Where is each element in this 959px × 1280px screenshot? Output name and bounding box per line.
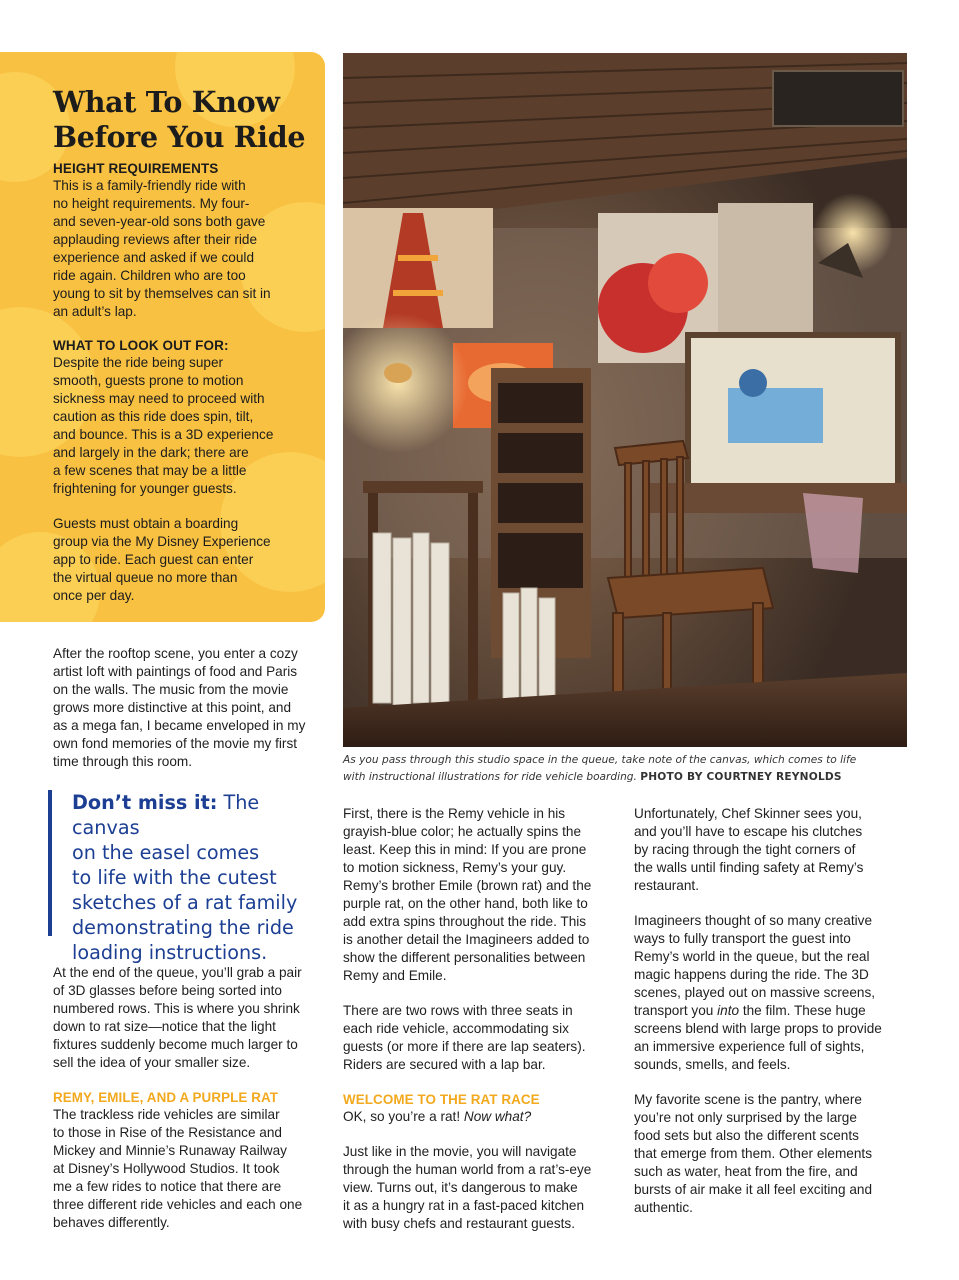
text-line: food sets but also the different scents [634, 1128, 859, 1143]
text-line: app to ride. Each guest can enter [53, 552, 254, 567]
text-line: Despite the ride being super [53, 355, 224, 370]
into-pre: transport you [634, 1003, 718, 1018]
text-line: me a few rides to notice that there are [53, 1179, 282, 1194]
into-italic: into [717, 1003, 740, 1018]
text-line: Remy and Emile. [343, 968, 447, 983]
text-line: on the walls. The music from the movie [53, 682, 289, 697]
queue-paragraph [53, 964, 333, 1072]
photo-caption [343, 752, 913, 786]
text-line: is another detail the Imagineers added to [343, 932, 590, 947]
text-line: fixtures suddenly become much larger to [53, 1037, 298, 1052]
sidebar-box [0, 52, 325, 622]
sidebar-text-height [53, 177, 315, 321]
text-line: experience and asked if we could [53, 250, 255, 265]
text-line: purple rat, on the other hand, both like to [343, 896, 588, 911]
text-line: This is a family-friendly ride with [53, 178, 246, 193]
text-line: at Disney’s Hollywood Studios. It took [53, 1161, 280, 1176]
text-line: as a mega fan, I became enveloped in my [53, 718, 306, 733]
text-line: behaves differently. [53, 1215, 170, 1230]
sidebar-text-boarding [53, 515, 315, 605]
text-line: The trackless ride vehicles are similar [53, 1107, 280, 1122]
text-line: you’re not only surprised by the large [634, 1110, 857, 1125]
sidebar-heading-height: HEIGHT REQUIREMENTS [53, 161, 219, 176]
text-line: artist loft with paintings of food and Paris [53, 664, 298, 679]
text-line: three different ride vehicles and each one [53, 1197, 303, 1212]
sidebar-text-lookout [53, 354, 315, 498]
sidebar-title [53, 85, 315, 155]
text-line: grayish-blue color; he actually spins the [343, 824, 582, 839]
dont-miss-callout [48, 790, 330, 964]
callout-line: loading instructions. [72, 941, 268, 964]
text-line: There are two rows with three seats in [343, 1003, 573, 1018]
text-line: smooth, guests prone to motion [53, 373, 244, 388]
text-line: that emerge from them. Other elements [634, 1146, 872, 1161]
studio-photo [343, 53, 907, 747]
caption-line: As you pass through this studio space in the queue, take note of the canvas, which comes to life [343, 754, 857, 766]
text-line: caution as this ride does spin, tilt, [53, 409, 254, 424]
text-line: frightening for younger guests. [53, 481, 237, 496]
text-line: bursts of air make it all feel exciting and [634, 1182, 873, 1197]
text-line: by racing through the tight corners of [634, 842, 856, 857]
race-intro-italic: Now what? [463, 1109, 532, 1124]
text-line: view. Turns out, it’s dangerous to make [343, 1180, 578, 1195]
sidebar-content [53, 85, 315, 605]
text-line: and largely in the dark; there are [53, 445, 249, 460]
text-line: down to rat size—notice that the light [53, 1019, 276, 1034]
callout-line: on the easel comes [72, 841, 260, 864]
text-line: After the rooftop scene, you enter a cozy [53, 646, 298, 661]
vehicle-paragraph [343, 805, 625, 985]
text-line: magic happens during the ride. The 3D [634, 967, 869, 982]
text-line: no height requirements. My four- [53, 196, 250, 211]
text-line: Guests must obtain a boarding [53, 516, 239, 531]
text-line: the virtual queue no more than [53, 570, 238, 585]
sidebar-title-line: What To Know [53, 85, 280, 119]
text-line: sounds, smells, and feels. [634, 1057, 791, 1072]
text-line: Just like in the movie, you will navigate [343, 1144, 577, 1159]
imagineers-into-line [634, 1002, 924, 1020]
text-line: screens blend with large props to provide [634, 1021, 882, 1036]
callout-line: sketches of a rat family [72, 891, 298, 914]
text-line: and you’ll have to escape his clutches [634, 824, 863, 839]
text-line: Unfortunately, Chef Skinner sees you, [634, 806, 862, 821]
rows-paragraph [343, 1002, 625, 1074]
column-1-intro [53, 645, 333, 771]
text-line: and seven-year-old sons both gave [53, 214, 266, 229]
text-line: authentic. [634, 1200, 693, 1215]
text-line: sell the idea of your smaller size. [53, 1055, 251, 1070]
text-line: time through this room. [53, 754, 193, 769]
callout-line: to life with the cutest [72, 866, 277, 889]
callout-line: The canvas [72, 791, 260, 839]
heading-rat-race: WELCOME TO THE RAT RACE [343, 1092, 540, 1107]
text-line: young to sit by themselves can sit in [53, 286, 271, 301]
text-line: guests (or more if there are lap seaters). [343, 1039, 586, 1054]
text-line: First, there is the Remy vehicle in his [343, 806, 566, 821]
text-line: Riders are secured with a lap bar. [343, 1057, 546, 1072]
text-line: an adult’s lap. [53, 304, 137, 319]
text-line: show the different personalities between [343, 950, 586, 965]
text-line: scenes, played out on massive screens, [634, 985, 876, 1000]
text-line: once per day. [53, 588, 135, 603]
text-line: My favorite scene is the pantry, where [634, 1092, 862, 1107]
photo-credit: PHOTO BY COURTNEY REYNOLDS [640, 771, 842, 783]
callout-label: Don’t miss it: [72, 791, 218, 814]
text-line: restaurant. [634, 878, 699, 893]
sidebar-heading-lookout: WHAT TO LOOK OUT FOR: [53, 338, 229, 353]
text-line: an immersive experience full of sights, [634, 1039, 865, 1054]
text-line: sickness may need to proceed with [53, 391, 265, 406]
text-line: add extra spins throughout the ride. This [343, 914, 587, 929]
column-2 [343, 805, 625, 1233]
studio-illustration [343, 53, 907, 747]
text-line: Remy’s brother Emile (brown rat) and the [343, 878, 592, 893]
caption-text: with instructional illustrations for ride vehicle boarding. [343, 771, 637, 783]
text-line: and bounce. This is a 3D experience [53, 427, 274, 442]
text-line: Mickey and Minnie’s Runaway Railway [53, 1143, 287, 1158]
text-line: At the end of the queue, you’ll grab a pair [53, 965, 302, 980]
callout-line: demonstrating the ride [72, 916, 294, 939]
text-line: Imagineers thought of so many creative [634, 913, 873, 928]
text-line: to motion sickness, Remy’s your guy. [343, 860, 567, 875]
text-line: it as a hungry rat in a fast-paced kitchen [343, 1198, 585, 1213]
text-line: applauding reviews after their ride [53, 232, 258, 247]
text-line: group via the My Disney Experience [53, 534, 271, 549]
race-intro-text: OK, so you’re a rat! [343, 1109, 464, 1124]
text-line: least. Keep this in mind: If you are prone [343, 842, 587, 857]
intro-paragraph [53, 645, 333, 771]
skinner-paragraph [634, 805, 924, 895]
text-line: such as water, heat from the fire, and [634, 1164, 858, 1179]
text-line: to those in Rise of the Resistance and [53, 1125, 282, 1140]
text-line: numbered rows. This is where you shrink [53, 1001, 300, 1016]
pantry-paragraph [634, 1091, 924, 1217]
text-line: with busy chefs and restaurant guests. [343, 1216, 575, 1231]
text-line: each ride vehicle, accommodating six [343, 1021, 569, 1036]
caption-line [343, 769, 913, 786]
column-1-lower [53, 964, 333, 1232]
sidebar-title-line: Before You Ride [53, 120, 306, 154]
column-3 [634, 805, 924, 1217]
remy-paragraph [53, 1106, 333, 1232]
heading-remy-emile: REMY, EMILE, AND A PURPLE RAT [53, 1090, 279, 1105]
race-paragraph [343, 1143, 625, 1233]
imagineers-paragraph-b [634, 1020, 924, 1074]
text-line: of 3D glasses before being sorted into [53, 983, 282, 998]
text-line: ways to fully transport the guest into [634, 931, 851, 946]
text-line: a few scenes that may be a little [53, 463, 247, 478]
race-intro [343, 1108, 625, 1126]
text-line: Remy’s world in the queue, but the real [634, 949, 870, 964]
text-line: grows more distinctive at this point, and [53, 700, 292, 715]
text-line: own fond memories of the movie my first [53, 736, 298, 751]
text-line: the walls until finding safety at Remy’s [634, 860, 864, 875]
into-post: the film. These huge [739, 1003, 866, 1018]
text-line: through the human world from a rat’s-eye [343, 1162, 592, 1177]
text-line: ride again. Children who are too [53, 268, 246, 283]
imagineers-paragraph [634, 912, 924, 1002]
